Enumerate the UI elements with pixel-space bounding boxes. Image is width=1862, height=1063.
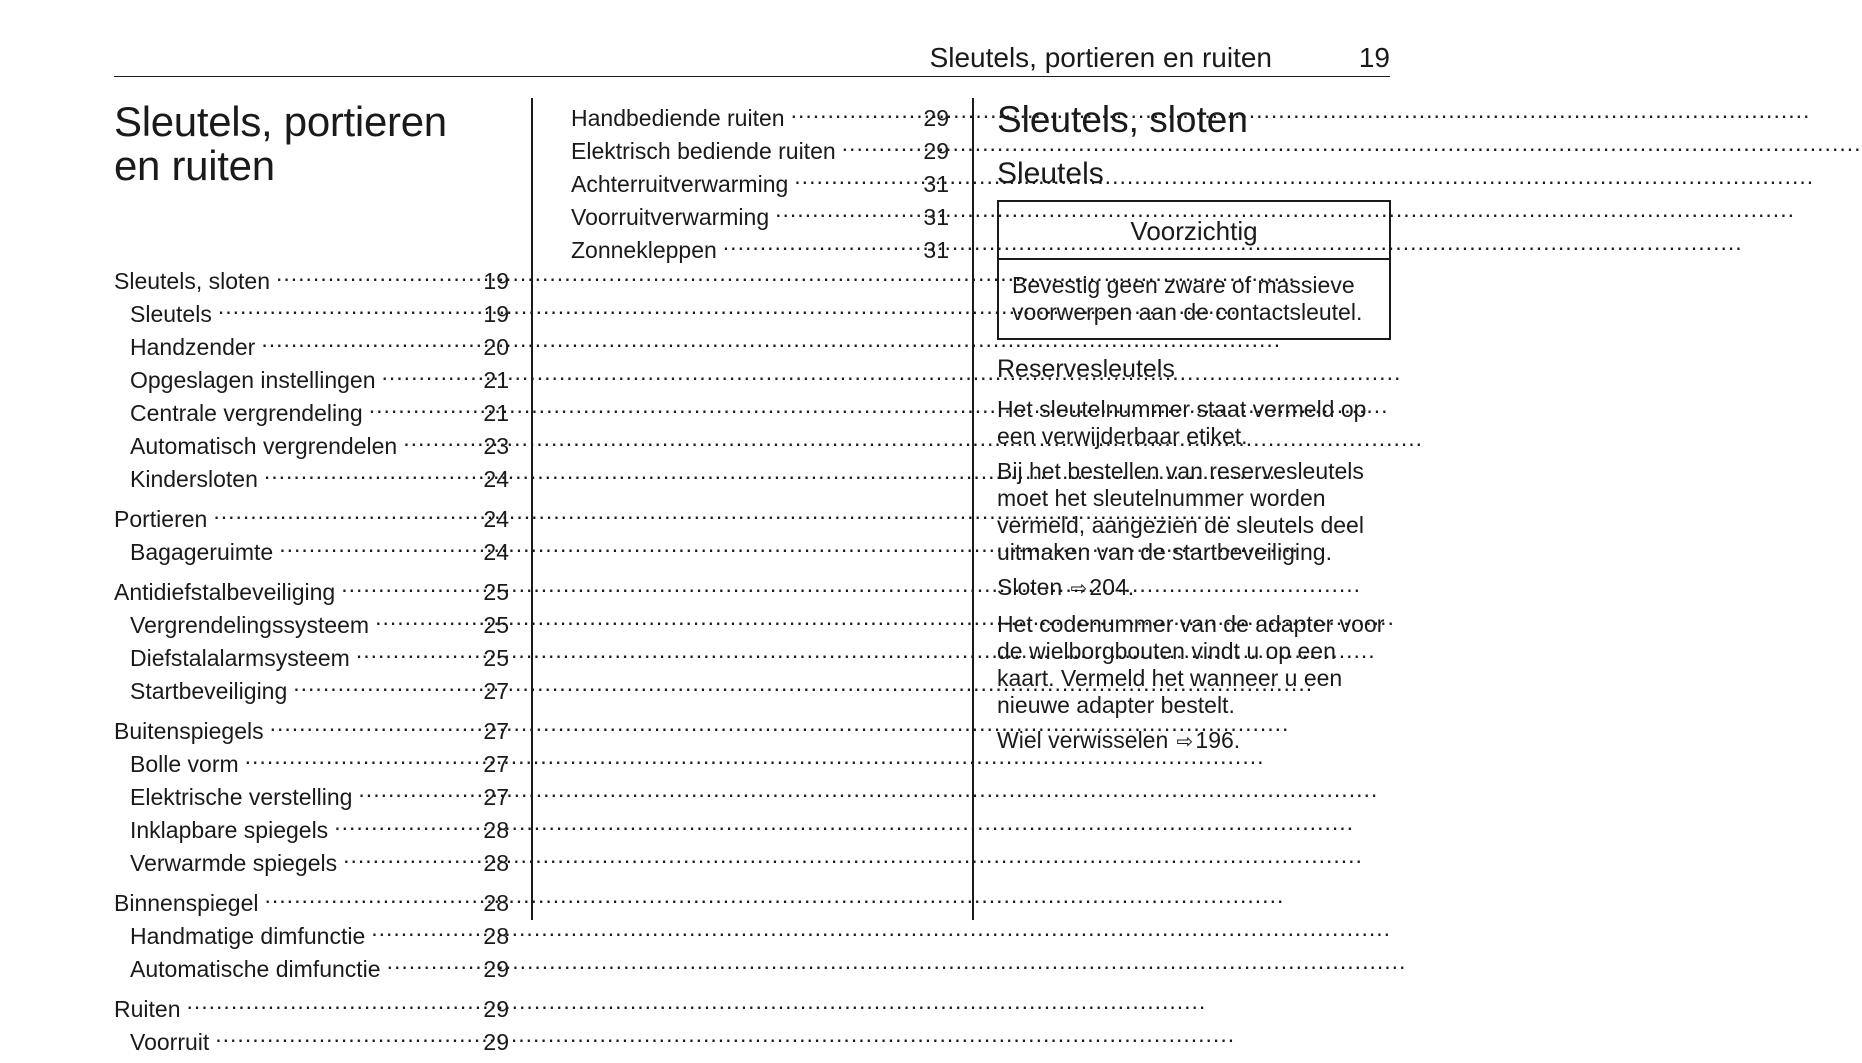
toc-entry-sub[interactable] (114, 295, 509, 328)
toc-entry-label: Opgeslagen instellingen (130, 367, 376, 393)
toc-entry-label: Achterruitverwarming (571, 171, 789, 197)
toc-leader-dots (186, 990, 477, 1017)
toc-entry-page: 29 (923, 105, 949, 131)
page-number: 19 (1358, 42, 1390, 73)
toc-entry-page: 29 (483, 956, 509, 982)
toc-entry-page: 28 (483, 817, 509, 843)
toc-leader-dots (375, 606, 477, 633)
toc-entry-sub[interactable] (114, 460, 509, 493)
section-title: Sleutels, sloten (997, 99, 1248, 140)
running-title: Sleutels, portieren en ruiten (929, 42, 1272, 73)
toc-entry-label: Sleutels (130, 301, 212, 327)
toc-entry-label: Bagageruimte (130, 539, 274, 565)
toc-entry-sub[interactable] (114, 328, 509, 361)
toc-entry-label: Zonnekleppen (571, 237, 717, 263)
toc-leader-dots (775, 198, 917, 225)
toc-leader-dots (341, 573, 477, 600)
toc-leader-dots (387, 950, 478, 977)
toc-entry-main[interactable] (114, 990, 509, 1023)
toc-entry-sub[interactable] (114, 394, 509, 427)
toc-entry-label: Voorruit (130, 1029, 210, 1055)
cross-reference-locks[interactable]: Sloten ⇨204. (997, 574, 1391, 603)
toc-entry-sub[interactable] (114, 778, 509, 811)
toc-entry-main[interactable] (114, 884, 509, 917)
toc-entry-label: Kindersloten (130, 466, 258, 492)
toc-entry-page: 25 (483, 645, 509, 671)
toc-leader-dots (842, 132, 918, 159)
toc-entry-label: Diefstalalarmsysteem (130, 645, 350, 671)
toc-entry-main[interactable] (114, 573, 509, 606)
toc-group (114, 262, 509, 493)
toc-entry-label: Vergrendelingssysteem (130, 612, 370, 638)
toc-entry-sub[interactable] (114, 917, 509, 950)
toc-group (114, 712, 509, 877)
toc-entry-page: 31 (923, 237, 949, 263)
toc-entry-label: Handbediende ruiten (571, 105, 785, 131)
page-header (114, 40, 1390, 77)
toc-entry-label: Bolle vorm (130, 751, 239, 777)
toc-entry-sub[interactable] (114, 427, 509, 460)
column-left (114, 100, 509, 1063)
toc-entry-page: 31 (923, 171, 949, 197)
toc-entry-label: Binnenspiegel (114, 890, 259, 916)
paragraph: Het codenummer van de adapter voor de wielborgbouten vindt u op een kaart. Vermeld het wanneer u een nieuwe adapter bestelt. (997, 611, 1385, 718)
toc-entry-page: 24 (483, 506, 509, 532)
subsection-title: Sleutels (997, 157, 1104, 190)
toc-entry-sub[interactable] (114, 950, 509, 983)
paragraph: Bij het bestellen van reservesleutels moet het sleutelnummer worden vermeld, aangezien de sleutels deel uitmaken van de startbeveiliging. (997, 458, 1364, 565)
toc-entry-page: 28 (483, 850, 509, 876)
toc-entry-page: 27 (483, 751, 509, 777)
chapter-title: Sleutels, portieren en ruiten (114, 98, 447, 189)
toc-entry-label: Buitenspiegels (114, 718, 264, 744)
toc-entry-sub[interactable] (114, 606, 509, 639)
toc-entry-label: Ruiten (114, 996, 181, 1022)
toc-leader-dots (403, 427, 477, 454)
toc-entry-page: 24 (483, 466, 509, 492)
column-right (997, 98, 1391, 764)
toc-entry-label: Voorruitverwarming (571, 204, 770, 230)
toc-entry-sub[interactable] (114, 844, 509, 877)
toc-entry-sub[interactable] (571, 231, 949, 264)
toc-leader-dots (723, 231, 918, 258)
toc-entry-label: Automatisch vergrendelen (130, 433, 398, 459)
toc-entry-page: 20 (483, 334, 509, 360)
toc-group (114, 990, 509, 1056)
toc-leader-dots (213, 500, 477, 527)
toc-leader-dots (215, 1023, 477, 1050)
toc-entry-main[interactable] (114, 262, 509, 295)
toc-group (114, 500, 509, 566)
toc-entry-sub[interactable] (114, 672, 509, 705)
toc-entry-label: Handmatige dimfunctie (130, 923, 366, 949)
toc-entry-page: 21 (483, 400, 509, 426)
toc-leader-dots (276, 262, 477, 289)
toc-entry-page: 19 (483, 301, 509, 327)
arrow-reference-icon: ⇨ (1070, 578, 1088, 600)
toc-group (114, 884, 509, 983)
table-of-contents (114, 262, 509, 1056)
toc-entry-page: 27 (483, 784, 509, 810)
toc-leader-dots (791, 99, 918, 126)
toc-leader-dots (794, 165, 917, 192)
toc-entry-label: Centrale vergrendeling (130, 400, 363, 426)
toc-entry-sub[interactable] (571, 198, 949, 231)
toc-leader-dots (265, 884, 478, 911)
toc-entry-label: Elektrische verstelling (130, 784, 353, 810)
toc-entry-label: Antidiefstalbeveiliging (114, 579, 336, 605)
toc-entry-sub[interactable] (114, 639, 509, 672)
toc-entry-sub[interactable] (571, 132, 949, 165)
toc-entry-sub[interactable] (114, 1023, 509, 1056)
table-of-contents-continued (571, 99, 949, 264)
toc-leader-dots (218, 295, 478, 322)
caution-box (997, 200, 1391, 340)
toc-entry-page: 29 (483, 1029, 509, 1055)
toc-entry-sub[interactable] (114, 533, 509, 566)
toc-entry-page: 28 (483, 890, 509, 916)
paragraph: Het sleutelnummer staat vermeld op een verwijderbaar etiket. (997, 396, 1367, 449)
toc-entry-label: Elektrisch bediende ruiten (571, 138, 836, 164)
toc-leader-dots (356, 639, 478, 666)
toc-entry-sub[interactable] (571, 165, 949, 198)
toc-entry-page: 25 (483, 579, 509, 605)
toc-entry-label: Portieren (114, 506, 208, 532)
toc-entry-page: 31 (923, 204, 949, 230)
toc-entry-page: 23 (483, 433, 509, 459)
toc-leader-dots (293, 672, 477, 699)
toc-leader-dots (382, 361, 478, 388)
toc-entry-label: Sleutels, sloten (114, 268, 270, 294)
toc-leader-dots (270, 712, 478, 739)
toc-leader-dots (358, 778, 477, 805)
toc-leader-dots (264, 460, 478, 487)
caution-heading: Voorzichtig (999, 202, 1389, 260)
toc-group (114, 573, 509, 705)
column-middle (571, 99, 949, 264)
toc-leader-dots (369, 394, 478, 421)
toc-entry-page: 27 (483, 718, 509, 744)
reserve-keys-heading: Reservesleutels (997, 355, 1175, 383)
toc-entry-page: 21 (483, 367, 509, 393)
toc-entry-page: 29 (923, 138, 949, 164)
caution-text: Bevestig geen zware of massieve voorwerpen aan de contactsleutel. (1012, 272, 1363, 325)
toc-leader-dots (334, 811, 477, 838)
toc-leader-dots (261, 328, 477, 355)
toc-entry-label: Startbeveiliging (130, 678, 288, 704)
toc-entry-page: 19 (483, 268, 509, 294)
arrow-reference-icon: ⇨ (1176, 731, 1194, 753)
toc-entry-label: Automatische dimfunctie (130, 956, 381, 982)
toc-entry-sub[interactable] (571, 99, 949, 132)
toc-entry-sub[interactable] (114, 745, 509, 778)
toc-leader-dots (279, 533, 477, 560)
toc-leader-dots (371, 917, 477, 944)
toc-entry-page: 27 (483, 678, 509, 704)
toc-entry-main[interactable] (114, 712, 509, 745)
toc-entry-page: 24 (483, 539, 509, 565)
toc-leader-dots (343, 844, 477, 871)
toc-entry-sub[interactable] (114, 361, 509, 394)
toc-entry-page: 29 (483, 996, 509, 1022)
toc-entry-page: 28 (483, 923, 509, 949)
toc-leader-dots (245, 745, 478, 772)
cross-reference-wheel-change[interactable]: Wiel verwisselen ⇨196. (997, 727, 1391, 756)
toc-entry-label: Handzender (130, 334, 256, 360)
toc-entry-label: Inklapbare spiegels (130, 817, 329, 843)
toc-entry-page: 25 (483, 612, 509, 638)
toc-entry-sub[interactable] (114, 811, 509, 844)
toc-entry-label: Verwarmde spiegels (130, 850, 338, 876)
toc-entry-main[interactable] (114, 500, 509, 533)
